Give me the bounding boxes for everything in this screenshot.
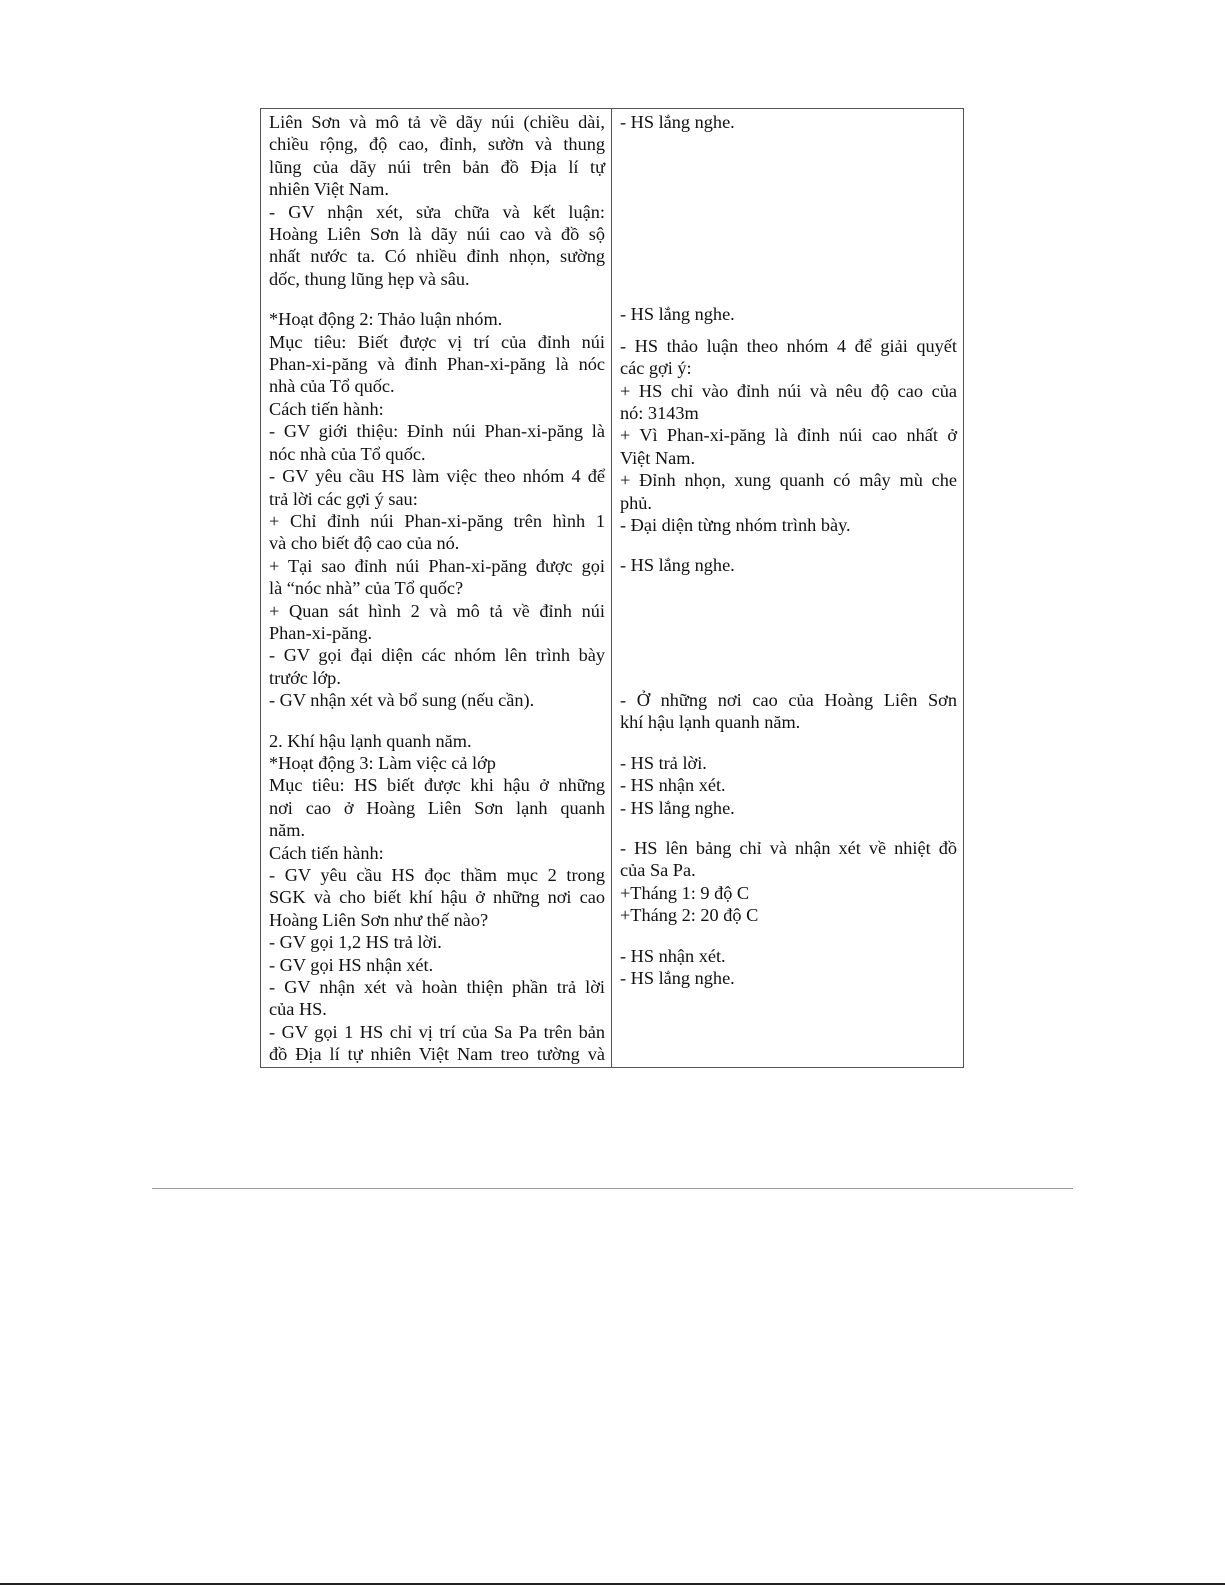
- text-line: Liên Sơn và mô tả về dãy núi (chiều dài,: [269, 112, 605, 132]
- text-line: - GV gọi 1 HS chỉ vị trí của Sa Pa trên bản: [269, 1021, 605, 1042]
- text-line: - GV yêu cầu HS đọc thầm mục 2 trong: [269, 865, 605, 885]
- text-line: - HS lắng nghe.: [620, 967, 735, 988]
- text-line: Hoàng Liên Sơn như thế nào?: [269, 909, 489, 930]
- text-line: Mục tiêu: Biết được vị trí của đỉnh núi: [269, 331, 605, 352]
- text-line: - HS lắng nghe.: [620, 797, 735, 818]
- text-line: - HS thảo luận theo nhóm 4 để giải quyết: [620, 335, 957, 356]
- text-line: Mục tiêu: HS biết được khi hậu ở những: [269, 775, 605, 796]
- text-line: Phan-xi-păng.: [269, 622, 373, 643]
- teacher-activities-column: [261, 109, 612, 1067]
- text-line: + Tại sao đỉnh núi Phan-xi-păng được gọi: [269, 555, 605, 576]
- text-line: Cách tiến hành:: [269, 398, 384, 419]
- text-line: Phan-xi-păng và đỉnh Phan-xi-păng là nóc: [269, 354, 605, 375]
- text-line: - Đại diện từng nhóm trình bày.: [620, 515, 851, 536]
- text-line: chiều rộng, độ cao, đỉnh, sườn và thung: [269, 134, 605, 155]
- text-line: +Tháng 1: 9 độ C: [620, 882, 750, 903]
- text-line: - GV yêu cầu HS làm việc theo nhóm 4 để: [269, 466, 605, 487]
- text-line: phủ.: [620, 492, 652, 513]
- text-line: + HS chỉ vào đỉnh núi và nêu độ cao của: [620, 380, 957, 401]
- text-line: các gợi ý:: [620, 358, 692, 379]
- text-line: - HS nhận xét.: [620, 775, 726, 796]
- text-line: và cho biết độ cao của nó.: [269, 533, 460, 554]
- text-line: - GV nhận xét và bổ sung (nếu cần).: [269, 690, 535, 711]
- activity-heading: *Hoạt động 3: Làm việc cả lớp: [269, 752, 496, 773]
- text-line: trước lớp.: [269, 667, 341, 688]
- section-heading: 2. Khí hậu lạnh quanh năm.: [269, 730, 472, 751]
- text-line: - HS lắng nghe.: [620, 112, 735, 132]
- text-line: dốc, thung lũng hẹp và sâu.: [269, 268, 470, 289]
- text-line: Việt Nam.: [620, 447, 696, 468]
- text-line: SGK và cho biết khí hậu ở những nơi cao: [269, 887, 605, 908]
- text-line: + Đỉnh nhọn, xung quanh có mây mù che: [620, 470, 957, 491]
- text-line: nơi cao ở Hoàng Liên Sơn lạnh quanh: [269, 797, 605, 818]
- text-line: - GV gọi 1,2 HS trả lời.: [269, 932, 442, 953]
- text-line: của HS.: [269, 999, 327, 1020]
- text-line: - GV nhận xét và hoàn thiện phần trả lời: [269, 977, 605, 998]
- page-separator: [152, 1188, 1073, 1189]
- student-activities-column: [612, 109, 963, 1067]
- text-line: Cách tiến hành:: [269, 842, 384, 863]
- text-line: - HS lắng nghe.: [620, 304, 735, 325]
- text-line: của Sa Pa.: [620, 860, 696, 881]
- text-line: đồ Địa lí tự nhiên Việt Nam treo tường và: [269, 1044, 605, 1065]
- text-line: nhiên Việt Nam.: [269, 179, 389, 200]
- text-line: - GV gọi HS nhận xét.: [269, 954, 434, 975]
- text-line: khí hậu lạnh quanh năm.: [620, 712, 801, 733]
- text-line: - HS lắng nghe.: [620, 555, 735, 576]
- text-line: nó: 3143m: [620, 403, 699, 424]
- text-line: - GV nhận xét, sửa chữa và kết luận:: [269, 201, 605, 222]
- text-line: - HS trả lời.: [620, 752, 707, 773]
- text-line: nhà của Tổ quốc.: [269, 376, 395, 397]
- text-line: - GV gọi đại diện các nhóm lên trình bày: [269, 645, 605, 666]
- text-line: năm.: [269, 820, 306, 841]
- text-line: - GV giới thiệu: Đỉnh núi Phan-xi-păng là: [269, 421, 605, 442]
- lesson-plan-table: [260, 108, 964, 1068]
- text-line: nhất nước ta. Có nhiều đỉnh nhọn, sường: [269, 246, 605, 267]
- text-line: - Ở những nơi cao của Hoàng Liên Sơn: [620, 689, 957, 710]
- text-line: - HS lên bảng chỉ và nhận xét về nhiệt đồ: [620, 837, 957, 858]
- text-line: + Vì Phan-xi-păng là đỉnh núi cao nhất ở: [620, 425, 957, 446]
- text-line: +Tháng 2: 20 độ C: [620, 905, 759, 926]
- text-line: + Chỉ đỉnh núi Phan-xi-păng trên hình 1: [269, 510, 605, 531]
- text-line: lũng của dãy núi trên bản đồ Địa lí tự: [269, 156, 605, 177]
- text-line: Hoàng Liên Sơn là dãy núi cao và đồ sộ: [269, 224, 605, 245]
- text-line: + Quan sát hình 2 và mô tả về đỉnh núi: [269, 600, 605, 621]
- text-line: - HS nhận xét.: [620, 945, 726, 966]
- activity-heading: *Hoạt động 2: Thảo luận nhóm.: [269, 309, 503, 330]
- text-line: trả lời các gợi ý sau:: [269, 488, 418, 509]
- text-line: là “nóc nhà” của Tổ quốc?: [269, 578, 464, 599]
- text-line: nóc nhà của Tổ quốc.: [269, 443, 426, 464]
